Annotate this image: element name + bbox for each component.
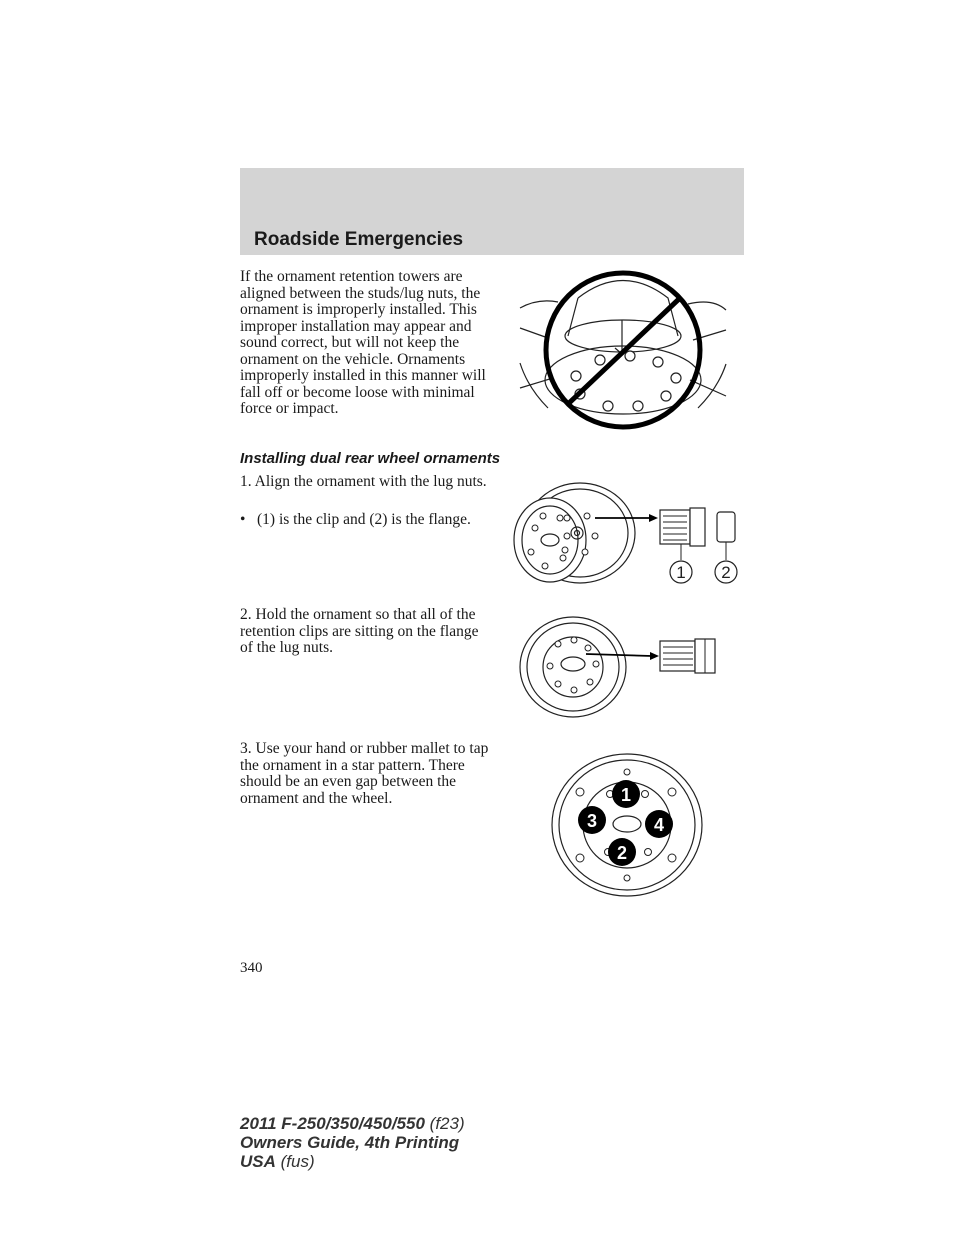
figure-improper-installation [518, 268, 728, 434]
footer [240, 1114, 465, 1171]
step-1-text: 1. Align the ornament with the lug nuts. [240, 473, 487, 490]
footer-market: USA [240, 1152, 276, 1171]
page-number: 340 [240, 960, 263, 976]
subheading-installing-ornaments: Installing dual rear wheel ornaments [240, 450, 501, 467]
footer-model: 2011 F-250/350/450/550 [240, 1114, 425, 1133]
footer-line-1 [240, 1114, 465, 1133]
bullet-dot: • [240, 511, 246, 528]
figure-clips-on-flange [518, 614, 728, 724]
figure-align-ornament [505, 478, 745, 588]
figure-label-2: 2 [721, 563, 731, 582]
figure-label-1: 1 [676, 563, 686, 582]
step-1-bullet-text: (1) is the clip and (2) is the flange. [257, 511, 471, 528]
footer-market-code: (fus) [275, 1152, 315, 1171]
paragraph-improper-installation: If the ornament retention towers are aligned between the studs/lug nuts, the ornament is improperly installed. This improper installation may appear and sound correct, but will not keep the ornament on the vehicle. Ornaments improperly installed in this manner will fall off or become loose with minimal force or impact. [240, 268, 486, 417]
section-title: Roadside Emergencies [254, 229, 464, 250]
star-label-2: 2 [616, 843, 628, 863]
footer-line-2: Owners Guide, 4th Printing [240, 1133, 460, 1152]
step-2-text: 2. Hold the ornament so that all of the retention clips are sitting on the flange of the lug nuts. [240, 606, 479, 656]
star-label-3: 3 [586, 811, 598, 831]
step-3-text: 3. Use your hand or rubber mallet to tap the ornament in a star pattern. There should be an even gap between the ornament and the wheel. [240, 740, 489, 807]
footer-model-code: (f23) [424, 1114, 465, 1133]
star-label-1: 1 [620, 785, 632, 805]
star-label-4: 4 [653, 815, 665, 835]
figure-star-pattern [550, 752, 704, 898]
footer-line-3 [240, 1152, 465, 1171]
